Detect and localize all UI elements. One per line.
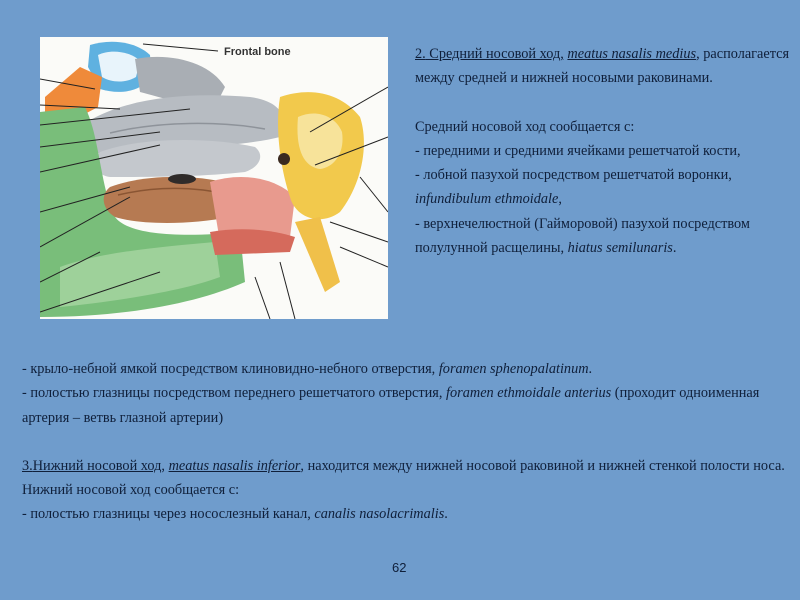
middle-meatus-section bbox=[415, 42, 790, 260]
section-text: , находится между нижней носовой раковиной и нижней стенкой полости носа. bbox=[300, 457, 785, 474]
latin-term: foramen sphenopalatinum bbox=[438, 361, 589, 377]
section-number: 2. bbox=[415, 46, 426, 62]
list-item: - верхнечелюстной (Гайморовой) пазухой посредством полулунной расщелины, hiatus semilunaris. bbox=[415, 215, 750, 257]
latin-term: meatus nasalis inferior bbox=[168, 457, 301, 474]
nasal-cavity-illustration bbox=[40, 37, 388, 319]
frontal-bone-label: Frontal bone bbox=[224, 46, 291, 58]
latin-term: foramen ethmoidale anterius bbox=[446, 385, 612, 402]
page-number: 62 bbox=[392, 560, 407, 575]
section-text: , располагается между средней и нижней носовыми раковинами. bbox=[415, 46, 790, 87]
latin-term: infundibulum ethmoidale bbox=[415, 191, 559, 208]
latin-term: meatus nasalis medius bbox=[567, 46, 697, 62]
list-item: - полостью глазницы через носослезный канал, canalis nasolacrimalis. bbox=[22, 506, 448, 523]
section-title: Нижний носовой ход, bbox=[32, 457, 165, 474]
list-item: - передними и средними ячейками решетчатой кости, bbox=[415, 142, 741, 159]
continuation-section bbox=[22, 357, 792, 527]
list-item: - полостью глазницы посредством переднего решетчатого отверстия, foramen ethmoidale anterius (проходит одноименная артерия – ветвь глазной артерии) bbox=[22, 385, 760, 426]
latin-term: canalis nasolacrimalis bbox=[314, 506, 445, 523]
list-item: - крыло-небной ямкой посредством клиновидно-небного отверстия, foramen sphenopalatinum. bbox=[22, 361, 593, 377]
inferior-meatus-heading bbox=[22, 454, 792, 478]
latin-term: hiatus semilunaris bbox=[567, 240, 673, 257]
communicates-heading: Средний носовой ход сообщается с: bbox=[415, 118, 635, 135]
section-number: 3. bbox=[22, 457, 33, 474]
section-title: Средний носовой ход, bbox=[425, 46, 564, 62]
middle-meatus-heading bbox=[415, 42, 790, 91]
communicates-heading: Нижний носовой ход сообщается с: bbox=[22, 482, 240, 499]
anatomy-figure bbox=[40, 37, 388, 319]
list-item: - лобной пазухой посредством решетчатой воронки, infundibulum ethmoidale, bbox=[415, 167, 732, 208]
